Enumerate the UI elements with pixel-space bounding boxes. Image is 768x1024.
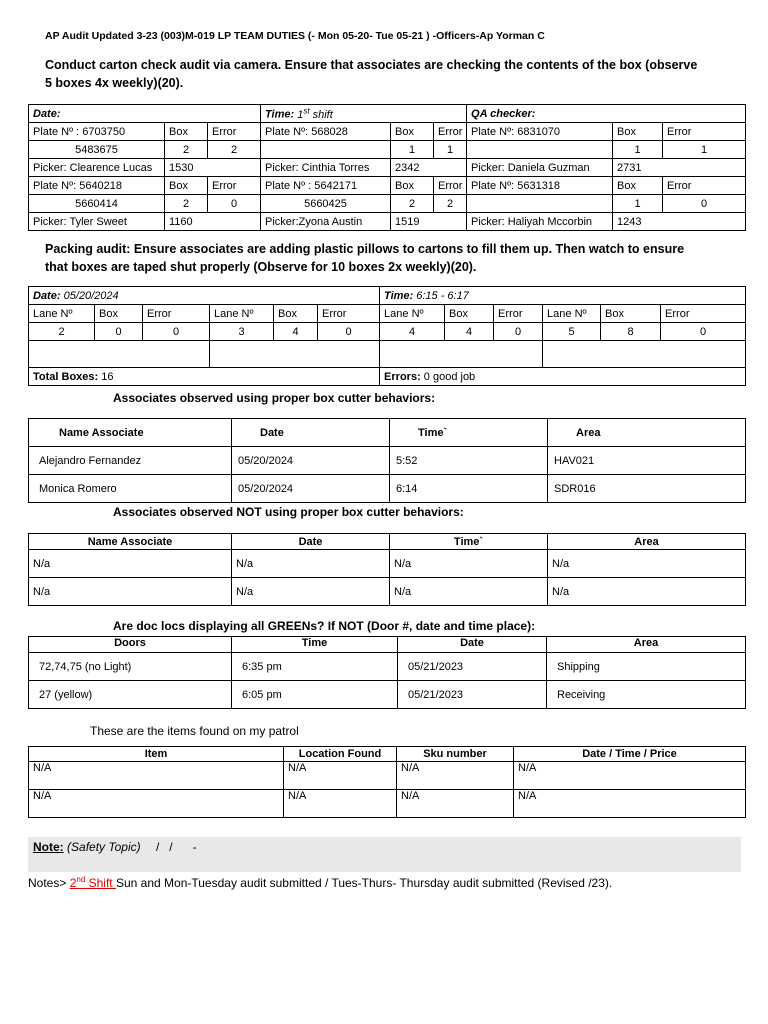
cell: N/a [232,550,390,578]
safety-note-box [28,837,741,872]
box-value: 1 [391,141,434,159]
doc-locs-heading: Are doc locs displaying all GREENs? If NOT (Door #, date and time place): [113,619,536,633]
box-value: 2 [165,141,208,159]
cell: Shipping [547,653,746,681]
cell: 6:05 pm [232,681,398,709]
carton-time-cell: Time: 1st shift [261,105,467,123]
col-header: Date / Time / Price [514,747,746,762]
cell: Monica Romero [29,475,232,503]
col-header: Doors [29,637,232,653]
box-label: Box [613,177,663,195]
error-value: 0 [663,195,746,213]
cell: N/A [284,762,397,790]
table-row [29,762,746,790]
packing-audit-instruction [45,240,745,276]
picker-c: Picker: Haliyah Mccorbin [467,213,613,231]
cell: 6:35 pm [232,653,398,681]
patrol-heading: These are the items found on my patrol [90,724,299,738]
packing-time-cell: Time: 6:15 - 6:17 [380,287,746,305]
cell: Alejandro Fernandez [29,447,232,475]
box-value: 0 [95,323,143,341]
box-label: Box [95,305,143,323]
cell: 72,74,75 (no Light) [29,653,232,681]
error-value: 2 [434,195,467,213]
lane-label: Lane Nº [380,305,445,323]
shift-label: 2nd Shift [69,875,116,890]
box-label: Box [165,177,208,195]
plate-num-c [467,141,613,159]
col-header: Name Associate [29,419,232,447]
cell: Receiving [547,681,746,709]
cell: N/A [29,762,284,790]
picker-a: Picker: Clearence Lucas [29,159,165,177]
plate-num-c [467,195,613,213]
box-label: Box [391,123,434,141]
error-value: 2 [208,141,261,159]
cell: N/A [29,790,284,818]
col-header: Date [398,637,547,653]
plate-c: Plate Nº: 5631318 [467,177,613,195]
cell: 6:14 [390,475,548,503]
cell: N/a [390,550,548,578]
cell: SDR016 [548,475,746,503]
col-header: Time [232,637,398,653]
col-header: Name Associate [29,534,232,550]
lane-label: Lane Nº [210,305,274,323]
table-row [29,790,746,818]
cutter-bad-heading: Associates observed NOT using proper box cutter behaviors: [113,505,464,519]
error-label: Error [208,123,261,141]
table-row [29,550,746,578]
cell: HAV021 [548,447,746,475]
error-label: Error [318,305,380,323]
error-value: 0 [494,323,543,341]
packing-instruction-line1: Packing audit: Ensure associates are adding plastic pillows to cartons to fill them up. Then watch to ensure [45,242,685,256]
cutter-good-heading: Associates observed using proper box cutter behaviors: [113,391,436,405]
packing-audit-table [28,286,746,386]
plate-a: Plate Nº: 5640218 [29,177,165,195]
plate-num-a: 5660414 [29,195,165,213]
table-row [29,578,746,606]
cell: N/A [397,790,514,818]
cell: 27 (yellow) [29,681,232,709]
picker-a: Picker: Tyler Sweet [29,213,165,231]
box-label: Box [445,305,494,323]
box-value: 4 [274,323,318,341]
box-value: 4 [445,323,494,341]
box-label: Box [613,123,663,141]
box-label: Box [165,123,208,141]
table-row [29,447,746,475]
col-header: Area [547,637,746,653]
notes-text: Sun and Mon-Tuesday audit submitted / Tues-Thurs- Thursday audit submitted (Revised /23). [115,876,613,890]
blank-cell [543,341,746,368]
safety-topic: (Safety Topic) [67,840,141,854]
lane-label: Lane Nº [29,305,95,323]
box-label: Box [274,305,318,323]
error-label: Error [434,123,467,141]
cell: N/a [548,550,746,578]
col-header: Location Found [284,747,397,762]
doc-locs-table [28,636,746,709]
carton-audit-instruction: Conduct carton check audit via camera. Ensure that associates are checking the contents of the box (observe 5 boxes 4x weekly)(20). [45,58,698,90]
plate-b: Plate Nº: 568028 [261,123,391,141]
cell: N/A [284,790,397,818]
cell: N/a [232,578,390,606]
picker-b: Picker: Cinthia Torres [261,159,391,177]
blank-cell [29,341,210,368]
cell: N/a [548,578,746,606]
cell: 5:52 [390,447,548,475]
box-value: 2 [391,195,434,213]
carton-audit-table [28,104,746,231]
note-label: Note: [33,840,64,854]
errors-cell: Errors: 0 good job [380,368,746,386]
col-header: Time` [390,419,548,447]
col-header: Area [548,419,746,447]
cutter-good-table [28,418,746,503]
picker-b: Picker:Zyona Austin [261,213,391,231]
qa-checker-label: QA checker: [467,105,746,123]
footer-notes [28,875,612,890]
plate-num-b: 5660425 [261,195,391,213]
table-row [29,681,746,709]
error-label: Error [208,177,261,195]
cell: N/a [390,578,548,606]
box-value: 2 [165,195,208,213]
cell: 05/20/2024 [232,475,390,503]
error-label: Error [494,305,543,323]
lane-value: 5 [543,323,601,341]
box-value: 8 [601,323,661,341]
picker-id: 2342 [391,159,467,177]
total-boxes-cell: Total Boxes: 16 [29,368,380,386]
note-blanks: / / - [155,840,197,854]
box-value: 1 [613,195,663,213]
blank-cell [380,341,543,368]
cell: N/A [397,762,514,790]
cell: N/A [514,762,746,790]
cutter-bad-table [28,533,746,606]
document-title: AP Audit Updated 3-23 (003)M-019 LP TEAM DUTIES (- Mon 05-20- Tue 05-21 ) -Officers-Ap Yorman C [45,30,545,42]
box-label: Box [391,177,434,195]
lane-value: 3 [210,323,274,341]
col-header: Time` [390,534,548,550]
col-header: Date [232,534,390,550]
lane-value: 4 [380,323,445,341]
blank-cell [210,341,380,368]
error-value: 0 [208,195,261,213]
box-label: Box [601,305,661,323]
cell: N/a [29,578,232,606]
error-value: 0 [661,323,746,341]
plate-num-a: 5483675 [29,141,165,159]
error-label: Error [663,177,746,195]
picker-id: 2731 [613,159,746,177]
cell: N/a [29,550,232,578]
error-label: Error [663,123,746,141]
table-row [29,653,746,681]
plate-c: Plate Nº: 6831070 [467,123,613,141]
cell: 05/21/2023 [398,653,547,681]
error-value: 1 [663,141,746,159]
plate-a: Plate Nº : 6703750 [29,123,165,141]
picker-c: Picker: Daniela Guzman [467,159,613,177]
packing-date-cell: Date: 05/20/2024 [29,287,380,305]
col-header: Date [232,419,390,447]
cell: 05/21/2023 [398,681,547,709]
table-row [29,475,746,503]
picker-id: 1160 [165,213,261,231]
cell: N/A [514,790,746,818]
picker-id: 1530 [165,159,261,177]
carton-date-label: Date: [29,105,261,123]
error-value: 0 [318,323,380,341]
plate-b: Plate Nº : 5642171 [261,177,391,195]
error-label: Error [143,305,210,323]
picker-id: 1243 [613,213,746,231]
cell: 05/20/2024 [232,447,390,475]
patrol-items-table [28,746,746,818]
error-label: Error [434,177,467,195]
col-header: Sku number [397,747,514,762]
error-label: Error [661,305,746,323]
col-header: Area [548,534,746,550]
col-header: Item [29,747,284,762]
safety-note [33,840,197,854]
error-value: 1 [434,141,467,159]
picker-id: 1519 [391,213,467,231]
error-value: 0 [143,323,210,341]
plate-num-b [261,141,391,159]
box-value: 1 [613,141,663,159]
lane-value: 2 [29,323,95,341]
lane-label: Lane Nº [543,305,601,323]
packing-instruction-line2: that boxes are taped shut properly (Observe for 10 boxes 2x weekly)(20). [45,260,477,274]
notes-prefix: Notes> [28,876,67,890]
